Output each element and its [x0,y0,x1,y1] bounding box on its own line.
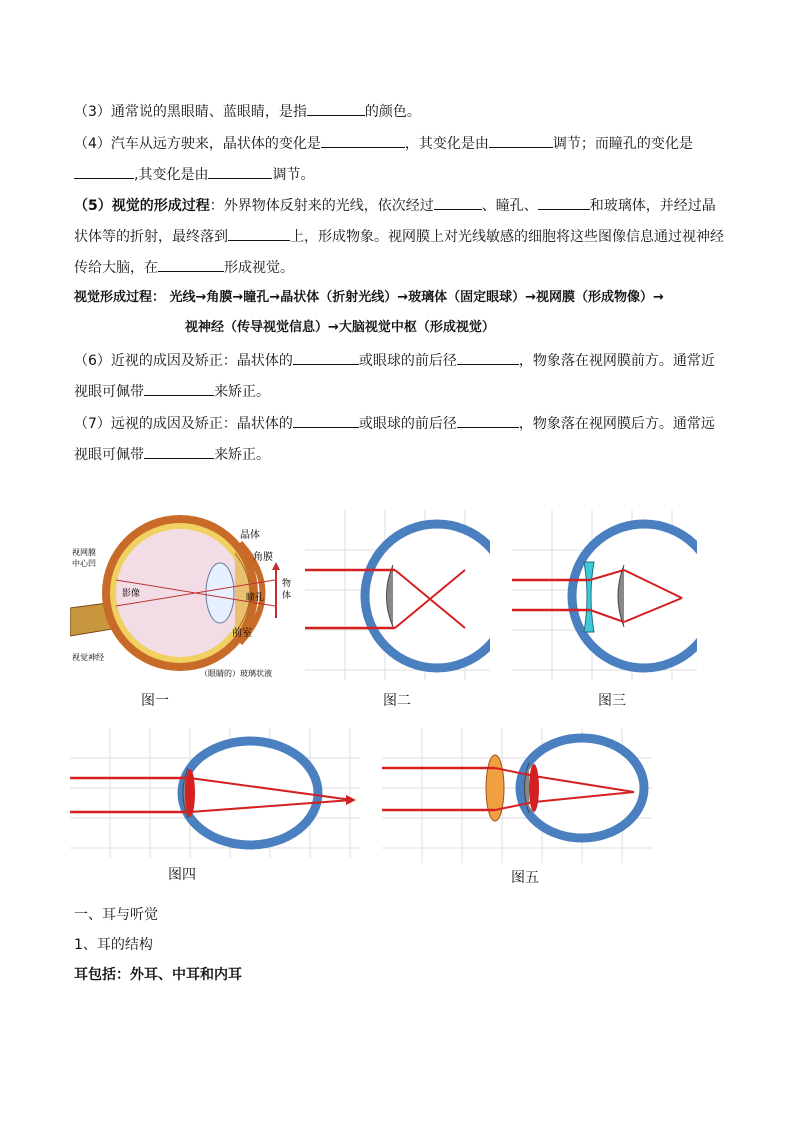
blank [457,413,519,428]
question-6-line-2: 视眼可佩带 来矫正。 [74,381,270,402]
figure-5-convex-correction [382,728,652,863]
blank [158,257,224,272]
question-7-line-2: 视眼可佩带 来矫正。 [74,444,270,465]
blank [489,133,553,148]
lens [206,563,234,623]
caption-figure-5: 图五 [511,870,539,886]
label-pupil: 瞳孔 [246,593,265,603]
subsection-title: 1、耳的结构 [74,937,153,953]
blank [144,381,214,396]
question-6-line-1: （6）近视的成因及矫正：晶状体的 或眼球的前后径 ，物象落在视网膜前方。通常近 [74,350,715,371]
focus-arrowhead [346,795,356,805]
section-title: 一、耳与听觉 [74,907,158,923]
question-5-line-1: （5）视觉的形成过程：外界物体反射来的光线，依次经过 、瞳孔、 和玻璃体，并经过晶 [74,195,716,216]
blank [293,350,359,365]
question-4-line-1: （4）汽车从远方驶来，晶状体的变化是 ，其变化是由 调节；而瞳孔的变化是 [74,133,693,154]
figure-1-eye-anatomy [70,508,300,683]
ear-structure-text: 耳包括：外耳、中耳和内耳 [74,967,242,983]
blank [228,226,290,241]
question-3: （3）通常说的黑眼睛、蓝眼睛，是指 的颜色。 [74,101,421,122]
lens [529,764,539,812]
caption-figure-2: 图二 [383,693,411,709]
label-object-2: 体 [282,591,292,601]
process-line-1: 视觉形成过程： 光线→角膜→瞳孔→晶状体（折射光线）→玻璃体（固定眼球）→视网膜（形成物像）→ [74,290,664,305]
process-line-2: 视神经（传导视觉信息）→大脑视觉中枢（形成视觉） [185,320,495,335]
object-arrowhead [272,562,280,570]
blank [457,350,519,365]
caption-figure-1: 图一 [141,693,169,709]
caption-figure-4: 图四 [168,867,196,883]
label-object-1: 物 [282,579,292,589]
blank [307,101,365,116]
question-5-line-2: 状体等的折射，最终落到 上，形成物象。视网膜上对光线敏感的细胞将这些图像信息通过视神经 [74,226,724,247]
question-4-line-2: ,其变化是由 调节。 [74,164,314,185]
figure-2-normal-eye [305,510,490,680]
blank [208,164,272,179]
label-retina: 视网膜 [72,548,96,557]
blank [293,413,359,428]
blank [538,195,590,210]
figure-3-concave-correction [512,510,697,680]
blank [321,133,405,148]
figure-4-hyperopia [70,728,360,858]
label-cornea: 角膜 [253,552,273,563]
label-optic-nerve: 视觉神经 [72,653,104,662]
question-7-line-1: （7）远视的成因及矫正：晶状体的 或眼球的前后径 ，物象落在视网膜后方。通常远 [74,413,715,434]
label-fovea: 中心凹 [72,559,96,568]
lens [185,769,195,817]
question-5-line-3: 传给大脑，在 形成视觉。 [74,257,294,278]
label-image: 影像 [122,589,141,599]
caption-figure-3: 图三 [598,693,626,709]
blank [74,164,134,179]
blank [434,195,482,210]
label-lens: 晶体 [240,530,260,541]
blank [144,444,214,459]
label-vitreous: （眼睛的）玻璃状液 [200,669,272,678]
label-anterior-chamber: 前室 [232,628,252,639]
